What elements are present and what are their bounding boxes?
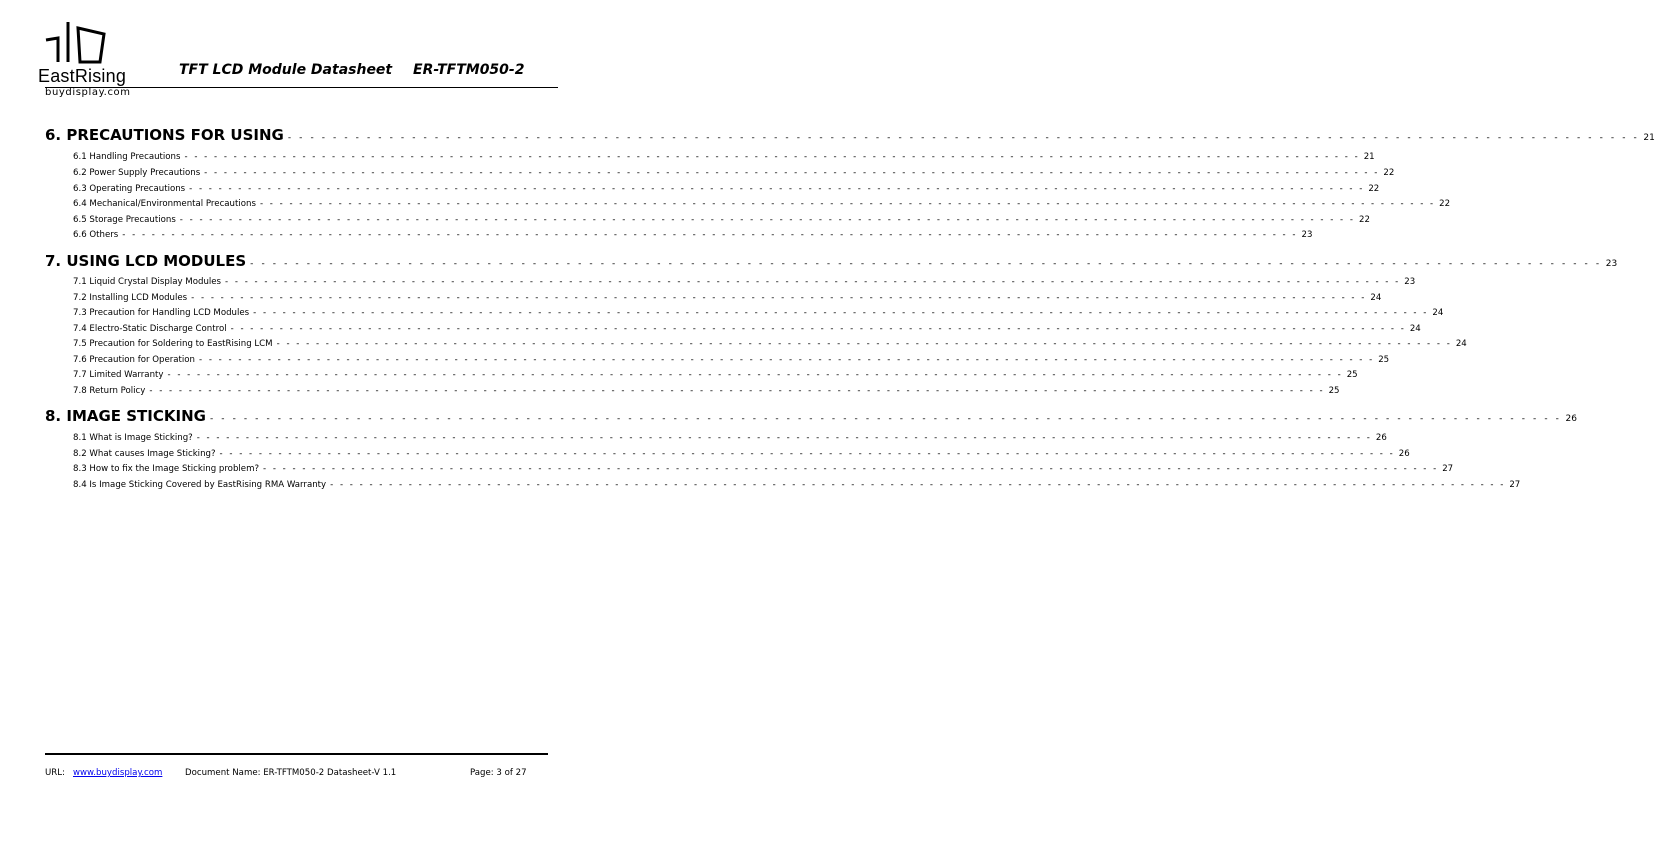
toc-subsection-entry[interactable] bbox=[73, 339, 1467, 349]
toc-entry-page: 26 bbox=[1565, 414, 1577, 424]
toc-entry-page: 21 bbox=[1363, 152, 1375, 162]
toc-leader-dots: - - - - - - - - - - - - - - - - - - - - - - - - - - - - - - - - - - - - - - - - - - - - - - - - - - - - - - - - - - - - - - - - - - - - - - - - - - - - - - - - - - - - - - - - - - - - - - - - - - - - - - - - - - - - - - - - - - - - - - - - bbox=[225, 277, 1401, 287]
footer-document-name: Document Name: ER-TFTM050-2 Datasheet-V 1.1 bbox=[185, 768, 397, 778]
toc-leader-dots: - - - - - - - - - - - - - - - - - - - - - - - - - - - - - - - - - - - - - - - - - - - - - - - - - - - - - - - - - - - - - - - - - - - - - - - - - - - - - - - - - - - - - - - - - - - - - - - - - - - - - - - - - - - - - - - - - - - - - - - - bbox=[167, 370, 1343, 380]
toc-entry-title: 7.8 Return Policy bbox=[73, 386, 146, 396]
toc-leader-dots: - - - - - - - - - - - - - - - - - - - - - - - - - - - - - - - - - - - - - - - - - - - - - - - - - - - - - - - - - - - - - - - - - - - - - - - - - - - - - - - - - - - - - - - - - - - - - - - - - - - - - - - - - - - - - - - - - - - - - - - - bbox=[263, 464, 1439, 474]
toc-entry-page: 24 bbox=[1370, 293, 1382, 303]
toc-leader-dots: - - - - - - - - - - - - - - - - - - - - - - - - - - - - - - - - - - - - - - - - - - - - - - - - - - - - - - - - - - - - - - - - - - - - - - - - - - - - - - - - - - - - - - - - - - - - - - - - - - - - - - - - - - - - - - - - - - - - - - - - bbox=[253, 308, 1429, 318]
toc-leader-dots: - - - - - - - - - - - - - - - - - - - - - - - - - - - - - - - - - - - - - - - - - - - - - - - - - - - - - - - - - - - - - - - - - - - - - - - - - - - - - - - - - - - - - - - - - - - - - - - - - - - - - - - - - - - - - - - - - - - - - - - - bbox=[149, 386, 1325, 396]
document-title: TFT LCD Module Datasheet bbox=[179, 62, 393, 78]
toc-entry-page: 24 bbox=[1455, 339, 1467, 349]
toc-entry-title: 7.5 Precaution for Soldering to EastRising LCM bbox=[73, 339, 273, 349]
toc-leader-dots: - - - - - - - - - - - - - - - - - - - - - - - - - - - - - - - - - - - - - - - - - - - - - - - - - - - - - - - - - - - - - - - - - - - - - - - - - - - - - - - - - - - - - - - - - - - - - - - - - - - - - - - - - - - - - - - - - - - - - - - - bbox=[122, 230, 1298, 240]
toc-section-entry[interactable] bbox=[45, 252, 1618, 270]
footer-url-link[interactable]: www.buydisplay.com bbox=[73, 768, 163, 778]
footer-divider bbox=[45, 753, 548, 755]
toc-entry-title: 7. USING LCD MODULES bbox=[45, 252, 247, 270]
toc-leader-dots: - - - - - - - - - - - - - - - - - - - - - - - - - - - - - - - - - - - - - - - - - - - - - - - - - - - - - - - - - - - - - - - - - - - - - - - - - - - - - - - - - - - - - - - - - - - - - - - - - - - - - - - - - - - - - - - - - - - - - - - - bbox=[179, 215, 1355, 225]
toc-entry-title: 7.2 Installing LCD Modules bbox=[73, 293, 188, 303]
toc-entry-title: 8. IMAGE STICKING bbox=[45, 407, 206, 425]
toc-entry-title: 6.5 Storage Precautions bbox=[73, 215, 176, 225]
toc-leader-dots: - - - - - - - - - - - - - - - - - - - - - - - - - - - - - - - - - - - - - - - - - - - - - - - - - - - - - - - - - - - - - - - - - - - - - - - - - - - - - - - - - - - - - - - - - - - - - - - - - - - - - - - - - - - - - - - - - - - - - - - - bbox=[250, 259, 1602, 269]
toc-entry-page: 22 bbox=[1359, 215, 1370, 225]
toc-entry-page: 22 bbox=[1368, 184, 1380, 194]
toc-subsection-entry[interactable] bbox=[73, 449, 1410, 459]
toc-subsection-entry[interactable] bbox=[73, 433, 1387, 443]
toc-leader-dots: - - - - - - - - - - - - - - - - - - - - - - - - - - - - - - - - - - - - - - - - - - - - - - - - - - - - - - - - - - - - - - - - - - - - - - - - - - - - - - - - - - - - - - - - - - - - - - - - - - - - - - - - - - - - - - - - - - - - - - - - bbox=[230, 324, 1406, 334]
toc-subsection-entry[interactable] bbox=[73, 152, 1375, 162]
toc-entry-page: 25 bbox=[1346, 370, 1358, 380]
toc-entry-page: 23 bbox=[1404, 277, 1416, 287]
toc-subsection-entry[interactable] bbox=[73, 184, 1380, 194]
toc-subsection-entry[interactable] bbox=[73, 464, 1454, 474]
eastrising-logo-icon bbox=[40, 18, 110, 68]
toc-entry-title: 8.3 How to fix the Image Sticking problem? bbox=[73, 464, 260, 474]
toc-entry-title: 6.1 Handling Precautions bbox=[73, 152, 181, 162]
toc-entry-title: 8.1 What is Image Sticking? bbox=[73, 433, 193, 443]
toc-entry-page: 24 bbox=[1432, 308, 1444, 318]
toc-entry-page: 23 bbox=[1301, 230, 1313, 240]
toc-leader-dots: - - - - - - - - - - - - - - - - - - - - - - - - - - - - - - - - - - - - - - - - - - - - - - - - - - - - - - - - - - - - - - - - - - - - - - - - - - - - - - - - - - - - - - - - - - - - - - - - - - - - - - - - - - - - - - - - - - - - - - - - bbox=[330, 480, 1506, 490]
toc-leader-dots: - - - - - - - - - - - - - - - - - - - - - - - - - - - - - - - - - - - - - - - - - - - - - - - - - - - - - - - - - - - - - - - - - - - - - - - - - - - - - - - - - - - - - - - - - - - - - - - - - - - - - - - - - - - - - - - - - - - - - - - - bbox=[209, 414, 1562, 424]
toc-leader-dots: - - - - - - - - - - - - - - - - - - - - - - - - - - - - - - - - - - - - - - - - - - - - - - - - - - - - - - - - - - - - - - - - - - - - - - - - - - - - - - - - - - - - - - - - - - - - - - - - - - - - - - - - - - - - - - - - - - - - - - - - bbox=[259, 199, 1436, 209]
toc-entry-title: 7.4 Electro-Static Discharge Control bbox=[73, 324, 227, 334]
toc-subsection-entry[interactable] bbox=[73, 355, 1390, 365]
toc-leader-dots: - - - - - - - - - - - - - - - - - - - - - - - - - - - - - - - - - - - - - - - - - - - - - - - - - - - - - - - - - - - - - - - - - - - - - - - - - - - - - - - - - - - - - - - - - - - - - - - - - - - - - - - - - - - - - - - - - - - - - - - - bbox=[184, 152, 1360, 162]
toc-leader-dots: - - - - - - - - - - - - - - - - - - - - - - - - - - - - - - - - - - - - - - - - - - - - - - - - - - - - - - - - - - - - - - - - - - - - - - - - - - - - - - - - - - - - - - - - - - - - - - - - - - - - - - - - - - - - - - - - - - - - - - - - bbox=[189, 184, 1365, 194]
toc-section-entry[interactable] bbox=[45, 407, 1577, 425]
brand-url: buydisplay.com bbox=[45, 87, 131, 98]
toc-leader-dots: - - - - - - - - - - - - - - - - - - - - - - - - - - - - - - - - - - - - - - - - - - - - - - - - - - - - - - - - - - - - - - - - - - - - - - - - - - - - - - - - - - - - - - - - - - - - - - - - - - - - - - - - - - - - - - - - - - - - - - - - bbox=[199, 355, 1375, 365]
toc-leader-dots: - - - - - - - - - - - - - - - - - - - - - - - - - - - - - - - - - - - - - - - - - - - - - - - - - - - - - - - - - - - - - - - - - - - - - - - - - - - - - - - - - - - - - - - - - - - - - - - - - - - - - - - - - - - - - - - - - - - - - - - - bbox=[204, 168, 1380, 178]
toc-entry-page: 23 bbox=[1605, 259, 1618, 269]
toc-section-entry[interactable] bbox=[45, 126, 1655, 144]
toc-subsection-entry[interactable] bbox=[73, 215, 1370, 225]
toc-subsection-entry[interactable] bbox=[73, 308, 1444, 318]
toc-leader-dots: - - - - - - - - - - - - - - - - - - - - - - - - - - - - - - - - - - - - - - - - - - - - - - - - - - - - - - - - - - - - - - - - - - - - - - - - - - - - - - - - - - - - - - - - - - - - - - - - - - - - - - - - - - - - - - - - - - - - - - - - bbox=[276, 339, 1452, 349]
footer-url-label: URL: bbox=[45, 768, 65, 778]
header-divider bbox=[45, 87, 558, 88]
toc-entry-page: 27 bbox=[1442, 464, 1454, 474]
footer-page-number: Page: 3 of 27 bbox=[470, 768, 527, 778]
toc-subsection-entry[interactable] bbox=[73, 293, 1382, 303]
toc-entry-page: 26 bbox=[1375, 433, 1387, 443]
toc-subsection-entry[interactable] bbox=[73, 324, 1421, 334]
toc-entry-title: 6. PRECAUTIONS FOR USING bbox=[45, 126, 284, 144]
toc-entry-page: 27 bbox=[1509, 480, 1521, 490]
toc-leader-dots: - - - - - - - - - - - - - - - - - - - - - - - - - - - - - - - - - - - - - - - - - - - - - - - - - - - - - - - - - - - - - - - - - - - - - - - - - - - - - - - - - - - - - - - - - - - - - - - - - - - - - - - - - - - - - - - - - - - - - - - - bbox=[219, 449, 1395, 459]
toc-entry-page: 22 bbox=[1383, 168, 1395, 178]
toc-entry-page: 25 bbox=[1378, 355, 1390, 365]
toc-entry-title: 8.4 Is Image Sticking Covered by EastRising RMA Warranty bbox=[73, 480, 327, 490]
document-model: ER-TFTM050-2 bbox=[413, 62, 525, 78]
toc-subsection-entry[interactable] bbox=[73, 199, 1451, 209]
toc-entry-title: 7.3 Precaution for Handling LCD Modules bbox=[73, 308, 250, 318]
toc-entry-title: 6.3 Operating Precautions bbox=[73, 184, 186, 194]
toc-entry-page: 21 bbox=[1643, 133, 1655, 143]
toc-entry-page: 24 bbox=[1409, 324, 1421, 334]
toc-leader-dots: - - - - - - - - - - - - - - - - - - - - - - - - - - - - - - - - - - - - - - - - - - - - - - - - - - - - - - - - - - - - - - - - - - - - - - - - - - - - - - - - - - - - - - - - - - - - - - - - - - - - - - - - - - - - - - - - - - - - - - - - bbox=[191, 293, 1367, 303]
toc-subsection-entry[interactable] bbox=[73, 277, 1416, 287]
toc-entry-title: 7.6 Precaution for Operation bbox=[73, 355, 196, 365]
toc-subsection-entry[interactable] bbox=[73, 370, 1358, 380]
toc-entry-title: 6.2 Power Supply Precautions bbox=[73, 168, 201, 178]
toc-subsection-entry[interactable] bbox=[73, 168, 1395, 178]
toc-subsection-entry[interactable] bbox=[73, 480, 1521, 490]
page-header bbox=[0, 0, 595, 100]
toc-subsection-entry[interactable] bbox=[73, 230, 1313, 240]
toc-entry-title: 6.4 Mechanical/Environmental Precautions bbox=[73, 199, 256, 209]
toc-entry-title: 6.6 Others bbox=[73, 230, 119, 240]
toc-entry-title: 7.1 Liquid Crystal Display Modules bbox=[73, 277, 222, 287]
brand-name: EastRising bbox=[38, 66, 127, 86]
toc-entry-page: 26 bbox=[1398, 449, 1410, 459]
toc-entry-title: 8.2 What causes Image Sticking? bbox=[73, 449, 216, 459]
toc-entry-page: 25 bbox=[1328, 386, 1340, 396]
toc-leader-dots: - - - - - - - - - - - - - - - - - - - - - - - - - - - - - - - - - - - - - - - - - - - - - - - - - - - - - - - - - - - - - - - - - - - - - - - - - - - - - - - - - - - - - - - - - - - - - - - - - - - - - - - - - - - - - - - - - - - - - - - - bbox=[287, 133, 1640, 143]
toc-leader-dots: - - - - - - - - - - - - - - - - - - - - - - - - - - - - - - - - - - - - - - - - - - - - - - - - - - - - - - - - - - - - - - - - - - - - - - - - - - - - - - - - - - - - - - - - - - - - - - - - - - - - - - - - - - - - - - - - - - - - - - - - bbox=[196, 433, 1372, 443]
toc-entry-title: 7.7 Limited Warranty bbox=[73, 370, 164, 380]
toc-entry-page: 22 bbox=[1439, 199, 1451, 209]
toc-subsection-entry[interactable] bbox=[73, 386, 1340, 396]
